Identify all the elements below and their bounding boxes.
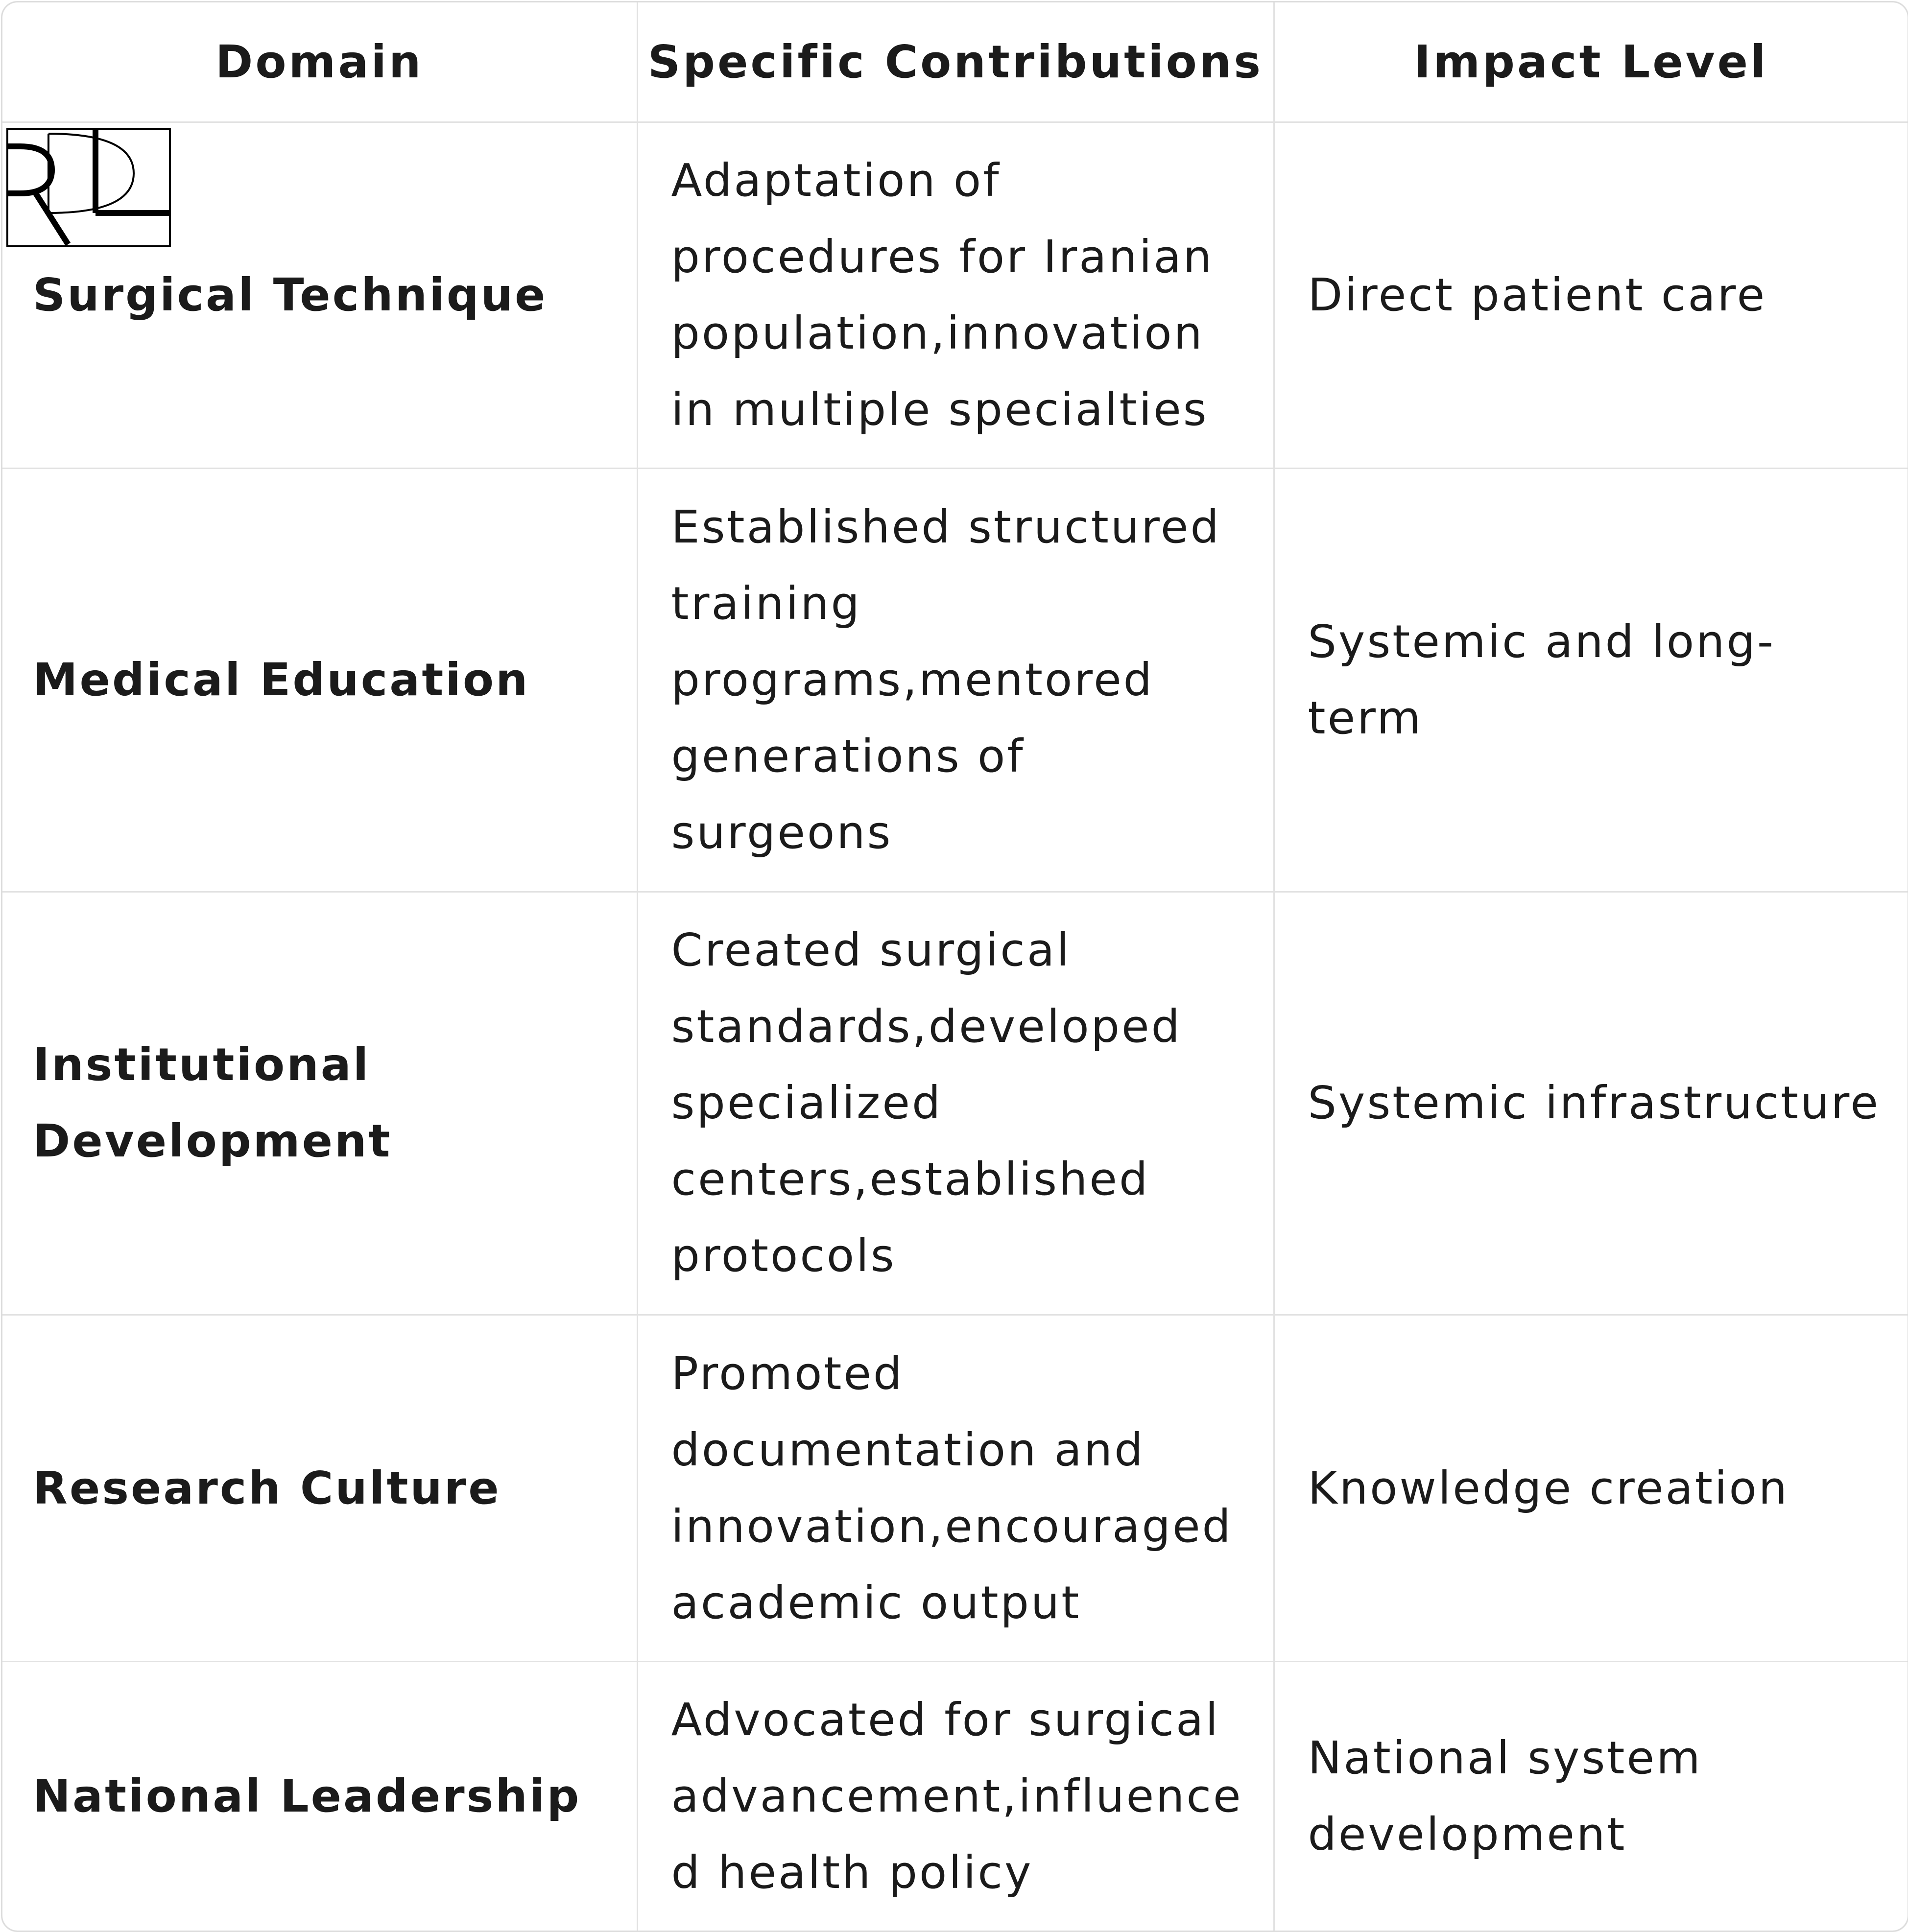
impact-cell: Systemic infrastructure (1274, 892, 1908, 1315)
domain-cell: Medical Education (2, 469, 637, 892)
table-row (2, 122, 1908, 469)
contribution-cell: Established structured training programs,mentored generations of surgeons (637, 469, 1274, 892)
domain-label: Surgical Technique (33, 268, 548, 321)
domain-cell: National Leadership (2, 1661, 637, 1931)
table-row (2, 892, 1908, 1315)
contribution-cell: Adaptation of procedures for Iranian population,innovation in multiple specialties (637, 122, 1274, 469)
domain-cell: Research Culture (2, 1315, 637, 1662)
contributions-table (2, 2, 1908, 1931)
contribution-cell: Promoted documentation and innovation,encouraged academic output (637, 1315, 1274, 1662)
header-impact-level: Impact Level (1274, 2, 1908, 122)
contribution-cell: Created surgical standards,developed specialized centers,established protocols (637, 892, 1274, 1315)
rdl-logo-icon (5, 127, 172, 248)
table-row (2, 469, 1908, 892)
domain-cell: Institutional Development (2, 892, 637, 1315)
impact-cell: Direct patient care (1274, 122, 1908, 469)
header-specific-contributions: Specific Contributions (637, 2, 1274, 122)
impact-cell: National system development (1308, 1731, 1702, 1861)
impact-cell: Knowledge creation (1274, 1315, 1908, 1662)
header-domain: Domain (2, 2, 637, 122)
table-row (2, 1661, 1908, 1931)
table-row (2, 1315, 1908, 1662)
table-header-row (2, 2, 1908, 122)
contribution-cell: Advocated for surgical advancement,influenced health policy (637, 1661, 1274, 1931)
domain-cell (2, 122, 637, 469)
impact-cell: Systemic and long-term (1274, 469, 1908, 892)
contributions-table-card (1, 1, 1908, 1932)
